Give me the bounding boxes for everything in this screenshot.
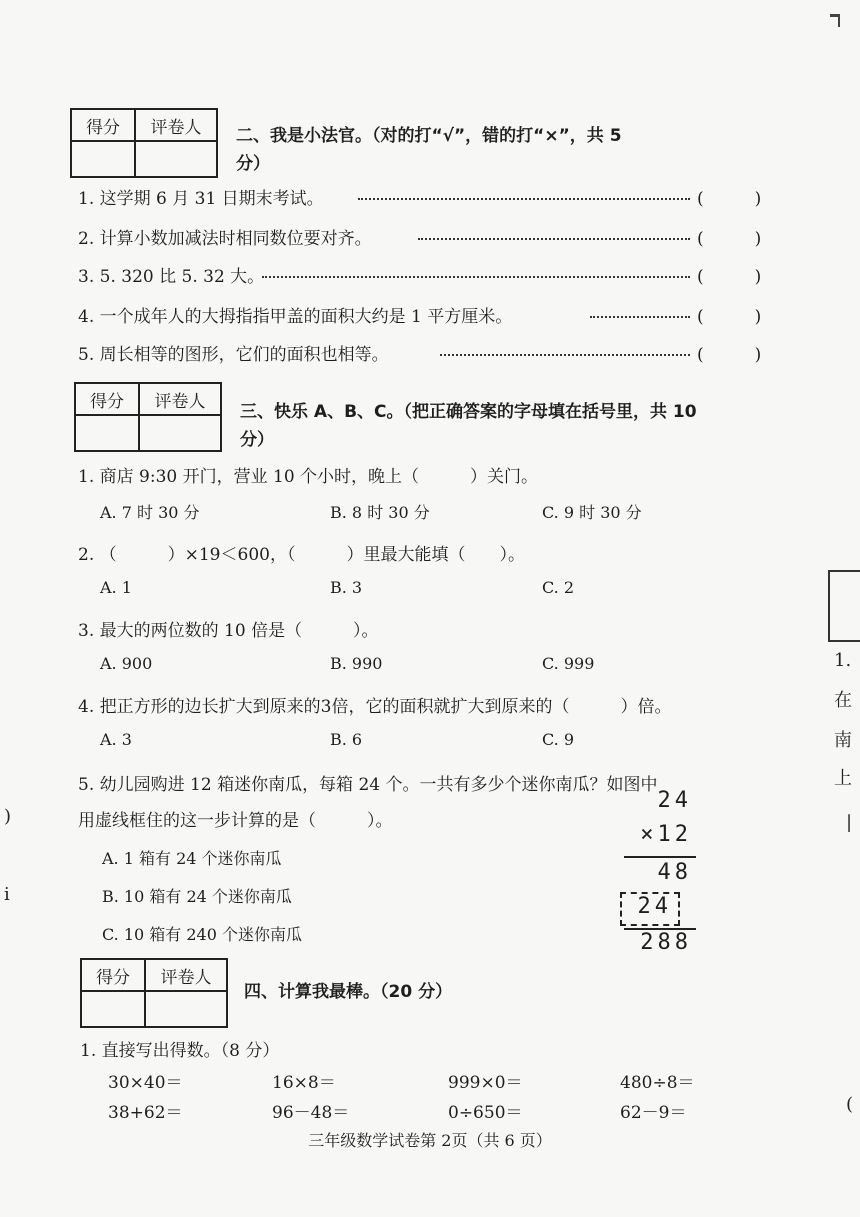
right-margin-mark: 南 <box>834 730 852 751</box>
choice-question: 4. 把正方形的边长扩大到原来的3倍，它的面积就扩大到原来的（ ）倍。 <box>78 697 672 717</box>
answer-paren[interactable]: ( ) <box>697 229 762 249</box>
product-line <box>624 856 696 858</box>
right-margin-mark: | <box>846 812 853 833</box>
option-c[interactable]: C. 10 箱有 240 个迷你南瓜 <box>102 925 303 944</box>
section-title: 三、快乐 A、B、C。（把正确答案的字母填在括号里，共 10 <box>240 402 697 422</box>
partial-product-1: 48 <box>657 860 692 885</box>
calc-item[interactable]: 999×0＝ <box>448 1073 523 1093</box>
calc-item[interactable]: 38+62＝ <box>108 1103 183 1123</box>
leader-dots <box>418 238 690 240</box>
score-label: 得分 <box>81 959 145 991</box>
score-cell[interactable] <box>75 415 139 451</box>
grader-cell[interactable] <box>135 141 217 177</box>
leader-dots <box>262 276 690 278</box>
option-c[interactable]: C. 9 <box>542 730 575 749</box>
calc-item[interactable]: 30×40＝ <box>108 1073 183 1093</box>
section-title: 二、我是小法官。（对的打“√”，错的打“×”，共 5 <box>236 126 622 146</box>
calc-item[interactable]: 96－48＝ <box>272 1103 350 1123</box>
choice-question: 5. 幼儿园购进 12 箱迷你南瓜，每箱 24 个。一共有多少个迷你南瓜？如图中 <box>78 775 658 795</box>
option-c[interactable]: C. 999 <box>542 654 595 673</box>
judge-item: 3. 5. 320 比 5. 32 大。 <box>78 267 265 287</box>
grader-cell[interactable] <box>139 415 221 451</box>
section-title-cont: 分） <box>236 154 270 174</box>
right-margin-mark: 上 <box>834 768 852 789</box>
leader-dots <box>440 354 690 356</box>
calc-item[interactable]: 62－9＝ <box>620 1103 687 1123</box>
partial-product-2: 24 <box>637 894 672 919</box>
score-label: 得分 <box>75 383 139 415</box>
choice-question: 1. 商店 9:30 开门，营业 10 个小时，晚上（ ）关门。 <box>78 467 539 487</box>
score-box <box>80 958 228 1028</box>
option-b[interactable]: B. 8 时 30 分 <box>330 503 430 522</box>
judge-item: 5. 周长相等的图形，它们的面积也相等。 <box>78 345 389 365</box>
grader-cell[interactable] <box>145 991 227 1027</box>
choice-question: 2. （ ）×19＜600，（ ）里最大能填（ ）。 <box>78 545 525 565</box>
score-box <box>74 382 222 452</box>
answer-paren[interactable]: ( ) <box>697 307 762 327</box>
option-b[interactable]: B. 990 <box>330 654 383 673</box>
calc-item[interactable]: 16×8＝ <box>272 1073 336 1093</box>
grader-label: 评卷人 <box>139 383 221 415</box>
option-a[interactable]: A. 3 <box>100 730 132 749</box>
choice-question-cont: 用虚线框住的这一步计算的是（ ）。 <box>78 811 393 831</box>
page-footer: 三年级数学试卷第 2页（共 6 页） <box>308 1131 552 1150</box>
score-cell[interactable] <box>71 141 135 177</box>
score-label: 得分 <box>71 109 135 141</box>
option-c[interactable]: C. 9 时 30 分 <box>542 503 642 522</box>
score-cell[interactable] <box>81 991 145 1027</box>
left-margin-mark: ) <box>4 806 12 827</box>
calc-item[interactable]: 480÷8＝ <box>620 1073 695 1093</box>
answer-paren[interactable]: ( ) <box>697 345 762 365</box>
section-title-cont: 分） <box>240 430 274 450</box>
option-a[interactable]: A. 1 箱有 24 个迷你南瓜 <box>102 849 282 868</box>
option-b[interactable]: B. 3 <box>330 578 363 597</box>
option-a[interactable]: A. 7 时 30 分 <box>100 503 200 522</box>
choice-question: 3. 最大的两位数的 10 倍是（ ）。 <box>78 621 379 641</box>
judge-item: 1. 这学期 6 月 31 日期末考试。 <box>78 189 324 209</box>
judge-item: 4. 一个成年人的大拇指指甲盖的面积大约是 1 平方厘米。 <box>78 307 513 327</box>
corner-mark <box>830 14 840 27</box>
section-title: 四、计算我最棒。（20 分） <box>244 982 453 1002</box>
answer-paren[interactable]: ( ) <box>697 267 762 287</box>
judge-item: 2. 计算小数加减法时相同数位要对齐。 <box>78 229 372 249</box>
score-box <box>70 108 218 178</box>
multiplier: ×12 <box>640 822 692 847</box>
leader-dots <box>358 198 690 200</box>
left-margin-mark: i <box>4 884 10 905</box>
leader-dots <box>590 316 690 318</box>
option-b[interactable]: B. 6 <box>330 730 363 749</box>
right-margin-mark: 在 <box>834 690 852 711</box>
option-c[interactable]: C. 2 <box>542 578 575 597</box>
grader-label: 评卷人 <box>135 109 217 141</box>
multiplicand: 24 <box>657 788 692 813</box>
final-product: 288 <box>640 930 692 955</box>
right-margin-mark: 1. <box>834 650 852 671</box>
calc-item[interactable]: 0÷650＝ <box>448 1103 523 1123</box>
option-b[interactable]: B. 10 箱有 24 个迷你南瓜 <box>102 887 292 906</box>
grader-label: 评卷人 <box>145 959 227 991</box>
right-margin-mark: ( <box>846 1094 854 1115</box>
option-a[interactable]: A. 900 <box>100 654 153 673</box>
option-a[interactable]: A. 1 <box>100 578 132 597</box>
right-margin-mark <box>828 570 860 642</box>
sub-question: 1. 直接写出得数。（8 分） <box>80 1041 280 1061</box>
answer-paren[interactable]: ( ) <box>697 189 762 209</box>
